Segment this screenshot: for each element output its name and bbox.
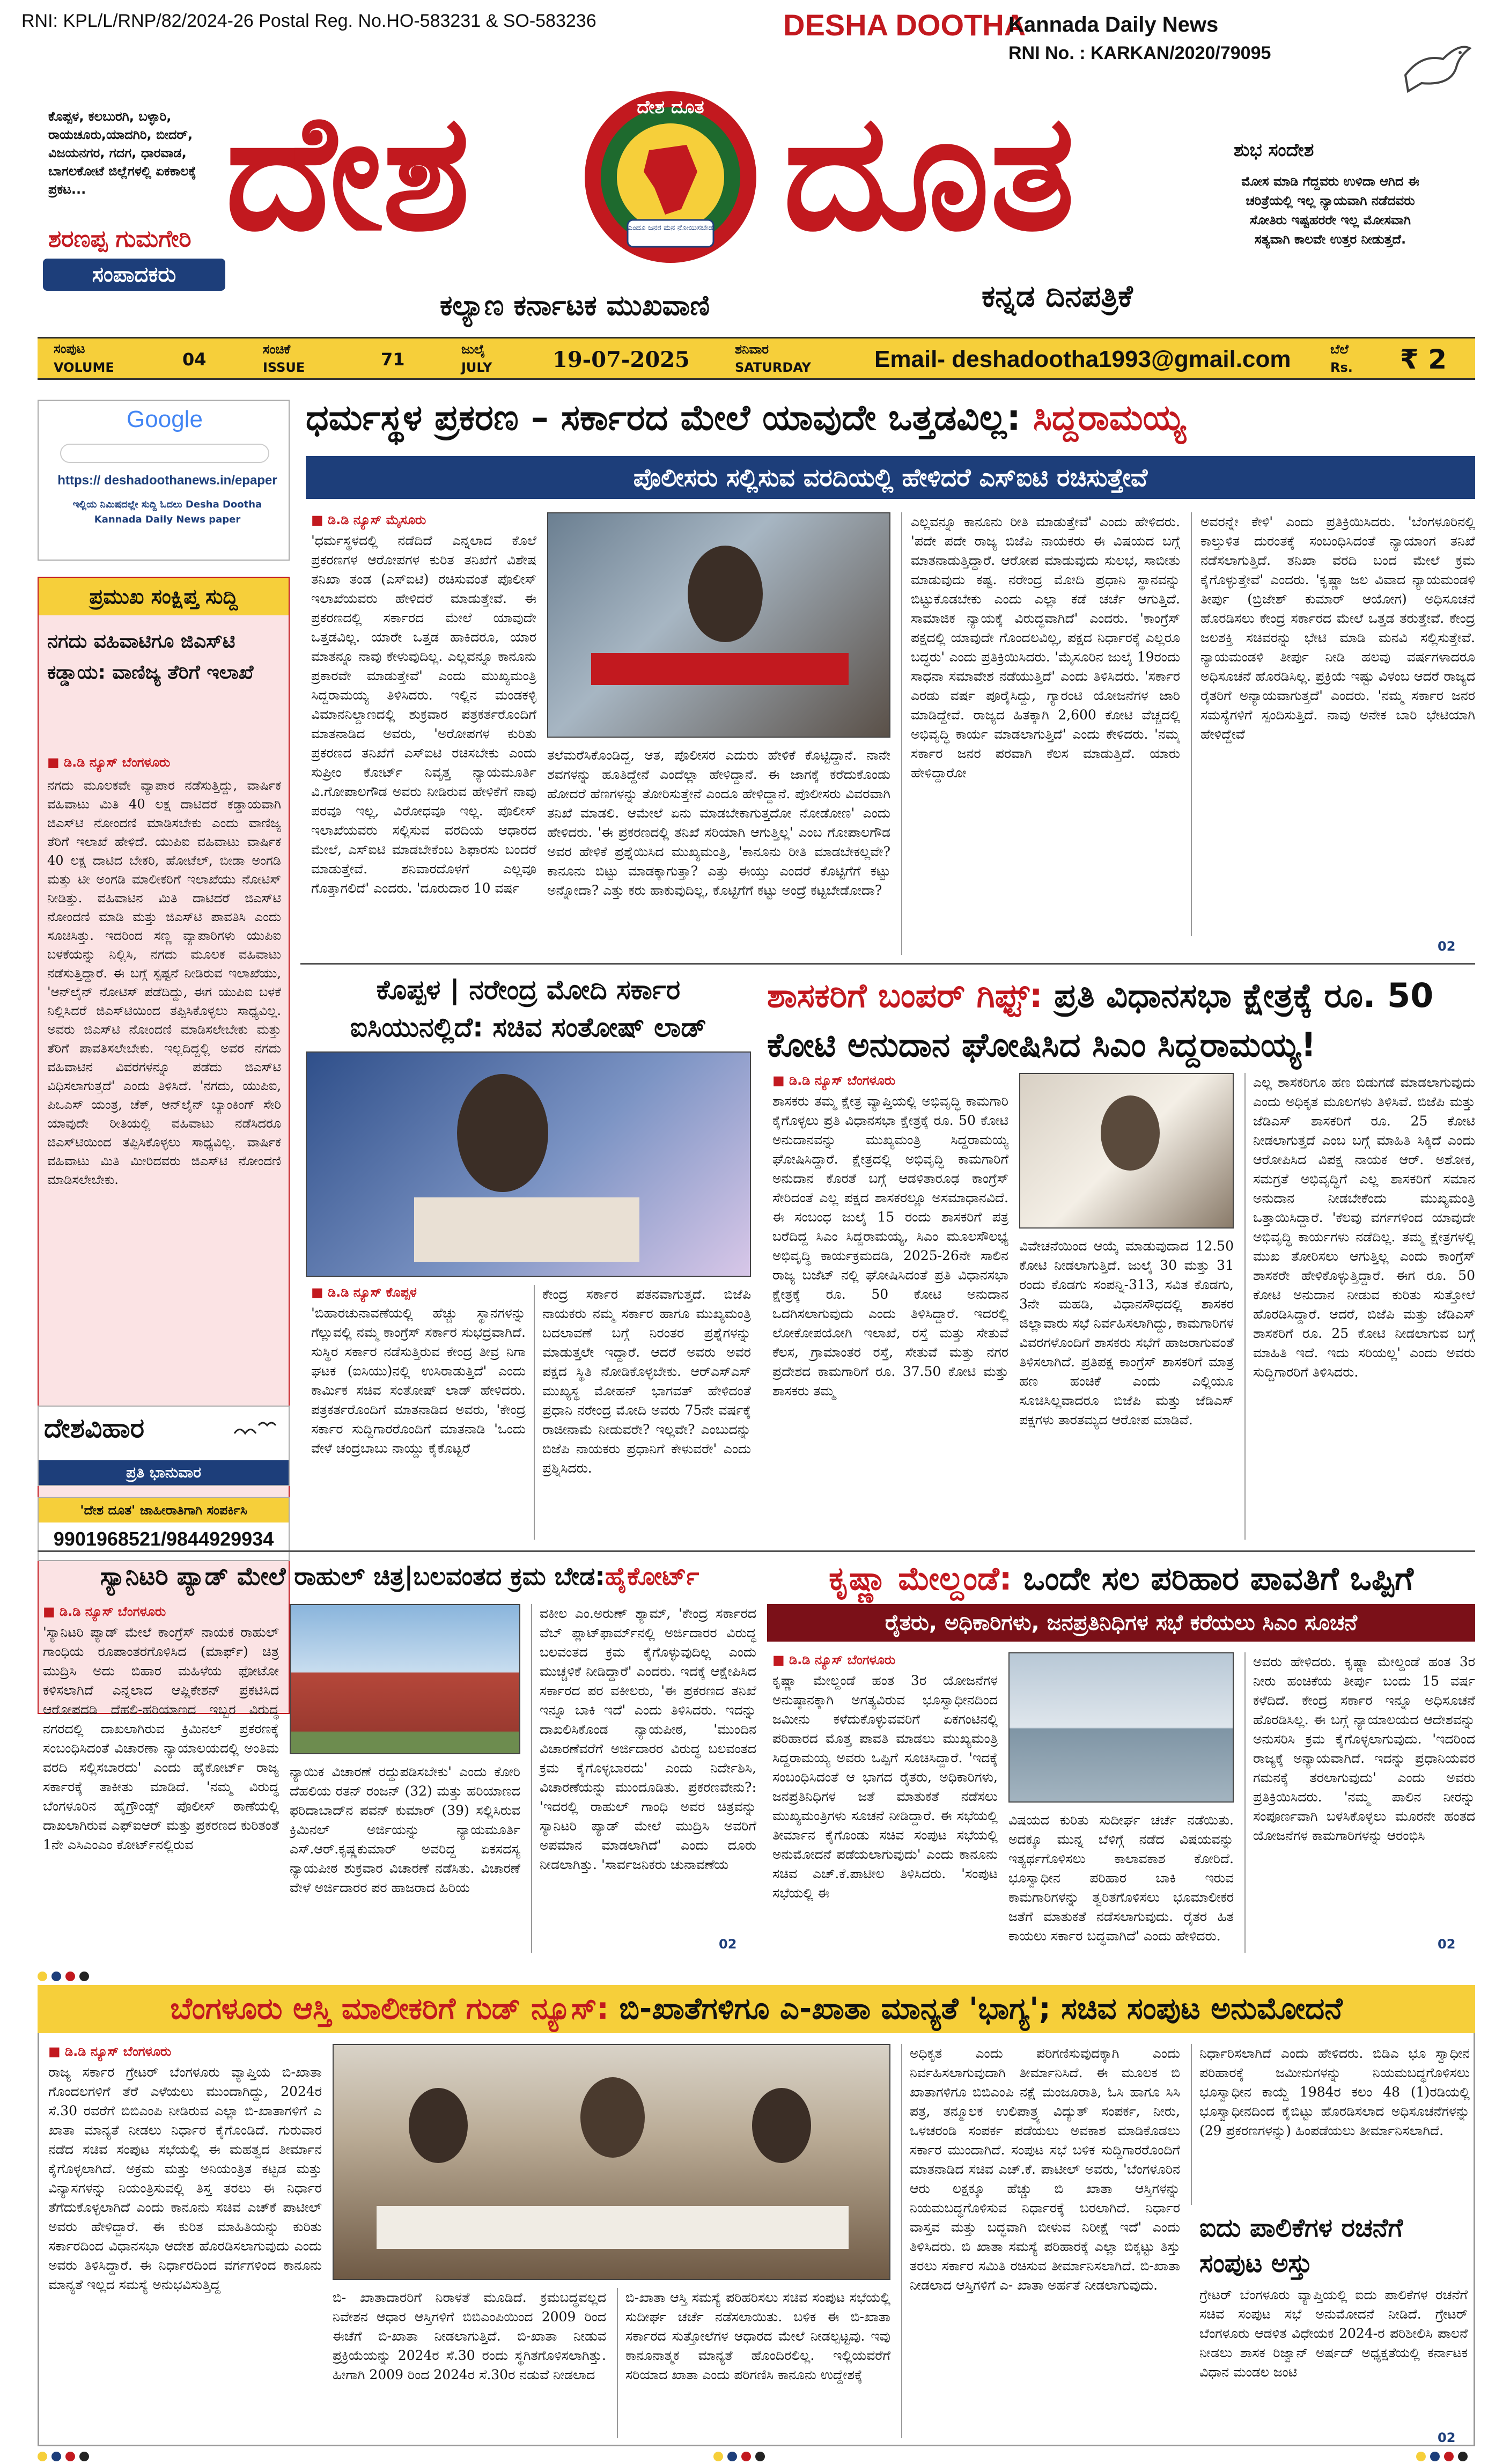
table-icon — [377, 2206, 849, 2249]
grant-photo — [1019, 1073, 1234, 1229]
high-court-photo — [290, 1604, 520, 1754]
volume-value: 04 — [182, 349, 207, 370]
tagline: ಕಲ್ಯಾಣ ಕರ್ನಾಟಕ ಮುಖವಾಣಿ — [440, 290, 710, 322]
lead-col-4: ಅವರನ್ನೇ ಕೇಳಿ' ಎಂದು ಪ್ರತಿಕ್ರಿಯಿಸಿದರು. 'ಬೆಂಗಳೂರಿನಲ್ಲಿ ಕಾಲ್ತುಳಿತ ದುರಂತಕ್ಕೆ ಸಂಬಂಧಿಸಿದಂತೆ ನ್ಯಾಯಾಂಗ ತನಿಖೆ ನಡೆಸಲಾಗುತ್ತಿದೆ. ತನಿಖಾ ವರದಿ ಬಂದ ಮೇಲೆ ಕ್ರಮ ಕೈಗೊಳ್ಳುತ್ತೇವೆ' ಎಂದರು. 'ಕೃಷ್ಣಾ ಜಲ ವಿವಾದ ನ್ಯಾಯಮಂಡಳಿ ತೀರ್ಪು (ಬ್ರಿಜೇಶ್ ಕುಮಾರ್ ಆಯೋಗ) ಅಧಿಸೂಚನೆ ಹೊರಡಿಸಲು ಕೇಂದ್ರ ಸರ್ಕಾರದ ಮೇಲೆ ಒತ್ತಡ ತರುತ್ತೇವೆ. ಕೇಂದ್ರ ಜಲಶಕ್ತಿ ಸಚಿವರನ್ನು ಭೇಟಿ ಮಾಡಿ ಮನವಿ ಸಲ್ಲಿಸುತ್ತೇವೆ. ನ್ಯಾಯಮಂಡಳಿ ತೀರ್ಪು ನೀಡಿ ಹಲವು ವರ್ಷಗಳಾದರೂ ಅಧಿಸೂಚನೆ ಹೊರಡಿಸಿಲ್ಲ. ಪ್ರಕ್ರಿಯೆ ಇಷ್ಟು ವಿಳಂಬ ಆದರೆ ರಾಜ್ಯದ ರೈತರಿಗೆ ಅನ್ಯಾಯವಾಗುತ್ತದೆ' ಎಂದರು. 'ನಮ್ಮ ಸರ್ಕಾರ ಜನರ ಸಮಸ್ಯೆಗಳಿಗೆ ಸ್ಪಂದಿಸುತ್ತಿದೆ. ನಾವು ಅನೇಕ ಬಾರಿ ಭೇಟಿಯಾಗಿ ಹೇಳಿದ್ದೇವೆ — [1191, 512, 1475, 936]
property-byline: ■ ಡಿ.ಡಿ ನ್ಯೂಸ್ ಬೆಂಗಳೂರು — [48, 2044, 172, 2059]
brief-body: ನಗದು ಮೂಲಕವೇ ವ್ಯಾಪಾರ ನಡೆಸುತ್ತಿದ್ದು, ವಾರ್ಷಿಕ ವಹಿವಾಟು ಮಿತಿ 40 ಲಕ್ಷ ದಾಟಿದರೆ ಕಡ್ಡಾಯವಾಗಿ ಜಿಎಸ್‌ಟಿ ನೋಂದಣಿ ಮಾಡಿಸಬೇಕು ಎಂದು ವಾಣಿಜ್ಯ ತೆರಿಗೆ ಇಲಾಖೆ ಹೇಳಿದೆ. ಯುಪಿಐ ವಹಿವಾಟು ವಾರ್ಷಿಕ 40 ಲಕ್ಷ ದಾಟಿದ ಬೇಕರಿ, ಹೋಟೆಲ್, ಬೀಡಾ ಅಂಗಡಿ ಮತ್ತು ಟೀ ಅಂಗಡಿ ಮಾಲೀಕರಿಗೆ ಇಲಾಖೆಯು ನೋಟಿಸ್ ನೀಡಿತ್ತು. ವಹಿವಾಟಿನ ಮಿತಿ ದಾಟಿದರೆ ಜಿಎಸ್‌ಟಿ ನೋಂದಣಿ ಮಾಡಿ ಮತ್ತು ಜಿಎಸ್‌ಟಿ ಪಾವತಿಸಿ ಎಂದು ಸೂಚಿಸಿತ್ತು. ಇದರಿಂದ ಸಣ್ಣ ವ್ಯಾಪಾರಿಗಳು ಯುಪಿಐ ಬಳಕೆಯನ್ನು ನಿಲ್ಲಿಸಿ, ನಗದು ಮೂಲಕ ವಹಿವಾಟು ನಡೆಸುತ್ತಿದ್ದಾರೆ. ಈ ಬಗ್ಗೆ ಸ್ಪಷ್ಟನೆ ನೀಡಿರುವ ಇಲಾಖೆಯು, 'ಆನ್‌ಲೈನ್ ನೋಟಿಸ್ ಪಡೆದಿದ್ದು, ಈಗ ಯುಪಿಐ ಬಳಕೆ ನಿಲ್ಲಿಸಿದರೆ ಜಿಎಸ್‌ಟಿಯಿಂದ ತಪ್ಪಿಸಿಕೊಳ್ಳಲು ಸಾಧ್ಯವಿಲ್ಲ. ಅವರು ಜಿಎಸ್‌ಟಿ ನೋಂದಣಿ ಮಾಡಿಸಲೇಬೇಕು ಮತ್ತು ತೆರಿಗೆ ಪಾವತಿಸಲೇಬೇಕು. ಇಲ್ಲದಿದ್ದಲ್ಲಿ ಅವರ ನಗದು ವಹಿವಾಟಿನ ವಿವರಗಳನ್ನೂ ಪಡೆದು ಜಿಎಸ್‌ಟಿ ವಿಧಿಸಲಾಗುತ್ತದೆ' ಎಂದು ತಿಳಿಸಿದೆ. 'ನಗದು, ಯುಪಿಐ, ಪಿಒಎಸ್ ಯಂತ್ರ, ಚೆಕ್, ಆನ್‌ಲೈನ್ ಬ್ಯಾಂಕಿಂಗ್ ಸೇರಿ ಯಾವುದೇ ರೀತಿಯಲ್ಲಿ ವಹಿವಾಟು ನಡೆಸಿದರೂ ಜಿಎಸ್‌ಟಿಯಿಂದ ತಪ್ಪಿಸಿಕೊಳ್ಳಲು ಸಾಧ್ಯವಿಲ್ಲ. ವಾರ್ಷಿಕ ವಹಿವಾಟು ಮಿತಿ ಮೀರಿದವರು ಜಿಎಸ್‌ಟಿ ನೋಂದಣಿ ಮಾಡಿಸಲೇಬೇಕು. — [47, 778, 281, 1187]
lead-headline — [306, 397, 1185, 439]
issue-date: 19-07-2025 — [553, 347, 690, 372]
rni-number: RNI No. : KARKAN/2020/79095 — [1008, 43, 1271, 63]
contact-phone[interactable]: 9901968521/9844929934 — [53, 1528, 274, 1550]
color-dots-bottom-left — [38, 2452, 93, 2463]
issue-label-kn: ಸಂಚಿಕೆ — [263, 342, 291, 357]
cm-portrait-icon — [1101, 1095, 1160, 1171]
search-bar-icon — [60, 444, 269, 463]
volume-label-kn: ಸಂಪುಟ — [54, 341, 85, 356]
brand-english: DESHA DOOTHA — [783, 8, 1026, 42]
person-icon — [688, 546, 763, 642]
koppal-col-2: ಕೇಂದ್ರ ಸರ್ಕಾರ ಪತನವಾಗುತ್ತದೆ. ಬಿಜೆಪಿ ನಾಯಕರು ನಮ್ಮ ಸರ್ಕಾರ ಹಾಗೂ ಮುಖ್ಯಮಂತ್ರಿ ಬದಲಾವಣೆ ಬಗ್ಗೆ ನಿರಂತರ ಪ್ರಶ್ನೆಗಳನ್ನು ಮಾಡುತ್ತಲೇ ಇದ್ದಾರೆ. ಆದರೆ ಅವರು ಅವರ ಪಕ್ಷದ ಸ್ಥಿತಿ ನೋಡಿಕೊಳ್ಳಬೇಕು. ಆರ್‌ಎಸ್‌ಎಸ್ ಮುಖ್ಯಸ್ಥ ಮೋಹನ್ ಭಾಗವತ್ ಹೇಳಿದಂತೆ ಪ್ರಧಾನಿ ನರೇಂದ್ರ ಮೋದಿ ಅವರು 75ನೇ ವರ್ಷಕ್ಕೆ ರಾಜೀನಾಮೆ ನೀಡುವರೇ? ಇಲ್ಲವೇ? ಎಂಬುದನ್ನು ಬಿಜೆಪಿ ನಾಯಕರು ಪ್ರಧಾನಿಗೆ ಕೇಳುವರೇ' ಎಂದು ಪ್ರಶ್ನಿಸಿದರು. — [534, 1285, 751, 1540]
podium-icon — [414, 1197, 639, 1262]
deshavihara-ad — [38, 1406, 290, 1486]
epaper-note: ಇಲ್ಲಿಯ ನಿಮಿಷದಲ್ಲೇ ಸುದ್ದಿ ಓದಲು Desha Dootha Kannada Daily News paper — [72, 499, 262, 525]
ad-name: ದೇಶವಿಹಾರ — [44, 1412, 145, 1444]
grant-col-3: ಎಲ್ಲ ಶಾಸಕರಿಗೂ ಹಣ ಬಿಡುಗಡೆ ಮಾಡಲಾಗುವುದು ಎಂದು ಅಧಿಕೃತ ಮೂಲಗಳು ತಿಳಿಸಿವೆ. ಬಿಜೆಪಿ ಮತ್ತು ಜೆಡಿಎಸ್ ಶಾಸಕರಿಗೆ ರೂ. 25 ಕೋಟಿ ನೀಡಲಾಗುತ್ತದೆ ಎಂಬ ಬಗ್ಗೆ ಮಾಹಿತಿ ಸಿಕ್ಕಿದೆ ಎಂದು ಆರೋಪಿಸಿದ ವಿಪಕ್ಷ ನಾಯಕ ಆರ್. ಅಶೋಕ, ಸಮಗ್ರತೆ ಅಭಿವೃದ್ಧಿಗೆ ಎಲ್ಲ ಶಾಸಕರಿಗೆ ಸಮಾನ ಅನುದಾನ ನೀಡಬೇಕೆಂದು ಮುಖ್ಯಮಂತ್ರಿ ಒತ್ತಾಯಿಸಿದ್ದಾರೆ. 'ಕೆಲವು ವರ್ಗಗಳಿಂದ ಯಾವುದೇ ಅಭಿವೃದ್ಧಿ ಕಾರ್ಯಗಳು ನಡೆದಿಲ್ಲ. ತಮ್ಮ ಕ್ಷೇತ್ರಗಳಲ್ಲಿ ಮುಖ ತೋರಿಸಲು ಆಗುತ್ತಿಲ್ಲ ಎಂದು ಕಾಂಗ್ರೆಸ್ ಶಾಸಕರೇ ಹೇಳಿಕೊಳ್ಳುತ್ತಿದ್ದಾರೆ. ಈಗ ರೂ. 50 ಕೋಟಿ ಅನುದಾನ ನೀಡುವ ಕುರಿತು ಸುತ್ತೋಲೆ ಹೊರಡಿಸಿದ್ದಾರೆ. ಆದರೆ, ಬಿಜೆಪಿ ಮತ್ತು ಜೆಡಿಎಸ್ ಶಾಸಕರಿಗೆ ರೂ. 25 ಕೋಟಿ ನೀಡಲಾಗುವ ಬಗ್ಗೆ ಮಾಹಿತಿ ಇದೆ. ಇದು ಸರಿಯಲ್ಲ' ಎಂದು ಅವರು ಸುದ್ದಿಗಾರರಿಗೆ ತಿಳಿಸಿದರು. — [1244, 1073, 1475, 1540]
kannada-daily-label: ಕನ್ನಡ ದಿನಪತ್ರಿಕೆ — [982, 279, 1133, 314]
emblem-logo — [579, 86, 762, 268]
grant-col-1: ಶಾಸಕರು ತಮ್ಮ ಕ್ಷೇತ್ರ ವ್ಯಾಪ್ತಿಯಲ್ಲಿ ಅಭಿವೃದ್ಧಿ ಕಾಮಗಾರಿ ಕೈಗೊಳ್ಳಲು ಪ್ರತಿ ವಿಧಾನಸಭಾ ಕ್ಷೇತ್ರಕ್ಕೆ ರೂ. 50 ಕೋಟಿ ಅನುದಾನವನ್ನು ಮುಖ್ಯಮಂತ್ರಿ ಸಿದ್ದರಾಮಯ್ಯ ಘೋಷಿಸಿದ್ದಾರೆ. ಕ್ಷೇತ್ರದಲ್ಲಿ ಅಭಿವೃದ್ಧಿ ಕಾಮಗಾರಿಗೆ ಅನುದಾನ ಕೊರತೆ ಬಗ್ಗೆ ಆಡಳಿತಾರೂಢ ಕಾಂಗ್ರೆಸ್ ಸೇರಿದಂತೆ ಎಲ್ಲ ಪಕ್ಷದ ಶಾಸಕರಲ್ಲೂ ಅಸಮಾಧಾನವಿದೆ. ಈ ಸಂಬಂಧ ಜುಲೈ 15 ರಂದು ಶಾಸಕರಿಗೆ ಪತ್ರ ಬರೆದಿದ್ದ ಸಿಎಂ ಸಿದ್ದರಾಮಯ್ಯ, ಸಿಎಂ ಮೂಲಸೌಲಭ್ಯ ಅಭಿವೃದ್ಧಿ ಕಾರ್ಯಕ್ರಮದಡಿ, 2025-26ನೇ ಸಾಲಿನ ರಾಜ್ಯ ಬಜೆಟ್ ನಲ್ಲಿ ಘೋಷಿಸಿದಂತೆ ಪ್ರತಿ ವಿಧಾನಸಭಾ ಕ್ಷೇತ್ರಕ್ಕೆ ರೂ. 50 ಕೋಟಿ ಅನುದಾನ ಒದಗಿಸಲಾಗುವುದು ಎಂದು ತಿಳಿಸಿದ್ದಾರೆ. ಇದರಲ್ಲಿ ಲೋಕೋಪಯೋಗಿ ಇಲಾಖೆ, ರಸ್ತೆ ಮತ್ತು ಸೇತುವೆ ಕೆಲಸ, ಗ್ರಾಮಾಂತರ ರಸ್ತೆ, ಸೇತುವೆ ಮತ್ತು ನಗರ ಪ್ರದೇಶದ ಕಾಮಗಾರಿಗೆ ರೂ. 37.50 ಕೋಟಿ ಮತ್ತು ಶಾಸಕರು ತಮ್ಮ — [772, 1093, 1008, 1399]
property-continued-tag: 02 — [1438, 2430, 1456, 2445]
price-label: Rs. — [1330, 360, 1353, 375]
krishna-continued-tag: 02 — [1438, 1937, 1456, 1952]
section-divider — [300, 963, 1475, 965]
lead-headline-name: ಸಿದ್ದರಾಮಯ್ಯ — [1033, 397, 1186, 438]
masthead-word-desha: ದೇಶ — [225, 77, 470, 266]
emblem-motto: ಎಂದೂ ಜನರ ಮನ ನೋಯಿಸಬೇಡ — [628, 224, 713, 232]
grant-headline-main: ಪ್ರತಿ ವಿಧಾನಸಭಾ ಕ್ಷೇತ್ರಕ್ಕೆ ರೂ. 50 ಕೋಟಿ ಅನುದಾನ ಘೋಷಿಸಿದ ಸಿಎಂ ಸಿದ್ದರಾಮಯ್ಯ! — [767, 976, 1434, 1064]
krishna-col-1: ಕೃಷ್ಣಾ ಮೇಲ್ದಂಡೆ ಹಂತ 3ರ ಯೋಜನೆಗಳ ಅನುಷ್ಠಾನಕ್ಕಾಗಿ ಅಗತ್ಯವಿರುವ ಭೂಸ್ವಾಧೀನದಿಂದ ಜಮೀನು ಕಳೆದುಕೊಳ್ಳುವವರಿಗೆ ಏಕಗಂಟಿನಲ್ಲಿ ಪರಿಹಾರದ ಮೊತ್ತ ಪಾವತಿ ಮಾಡಲು ಮುಖ್ಯಮಂತ್ರಿ ಸಿದ್ದರಾಮಯ್ಯ ಅವರು ಒಪ್ಪಿಗೆ ಸೂಚಿಸಿದ್ದಾರೆ. 'ಇದಕ್ಕೆ ಸಂಬಂಧಿಸಿದಂತೆ ಆ ಭಾಗದ ರೈತರು, ಅಧಿಕಾರಿಗಳು, ಜನಪ್ರತಿನಿಧಿಗಳ ಜತೆ ಮಾತುಕತೆ ನಡೆಸಲು ಮುಖ್ಯಮಂತ್ರಿಗಳು ಸೂಚನೆ ನೀಡಿದ್ದಾರೆ. ಈ ಸಭೆಯಲ್ಲಿ ತೀರ್ಮಾನ ಕೈಗೊಂಡು ಸಚಿವ ಸಂಪುಟ ಸಭೆಯಲ್ಲಿ ಅನುಮೋದನೆ ಪಡೆಯಲಾಗುವುದು' ಎಂದು ಕಾನೂನು ಸಚಿವ ಎಚ್.ಕೆ.ಪಾಟೀಲ ತಿಳಿಸಿದರು. 'ಸಂಪುಟ ಸಭೆಯಲ್ಲಿ ಈ — [772, 1673, 998, 1901]
month-en: JULY — [461, 360, 492, 375]
property-col-1: ರಾಜ್ಯ ಸರ್ಕಾರ ಗ್ರೇಟರ್ ಬೆಂಗಳೂರು ವ್ಯಾಪ್ತಿಯ ಬಿ-ಖಾತಾ ಗೊಂದಲಗಳಿಗೆ ತೆರೆ ಎಳೆಯಲು ಮುಂದಾಗಿದ್ದು, 2024ರ ಸೆ.30 ರವರೆಗೆ ಬಿಬಿಎಂಪಿ ನೀಡಿರುವ ಎಲ್ಲಾ ಬಿ-ಖಾತಾಗಳಿಗೆ ಎ ಖಾತಾ ಮಾನ್ಯತೆ ನೀಡಲು ನಿರ್ಧಾರ ಕೈಗೊಂಡಿದೆ. ಗುರುವಾರ ನಡೆದ ಸಚಿವ ಸಂಪುಟ ಸಭೆಯಲ್ಲಿ ಈ ಮಹತ್ವದ ತೀರ್ಮಾನ ಕೈಗೊಳ್ಳಲಾಗಿದೆ. ಅಕ್ರಮ ಮತ್ತು ಅನಿಯಂತ್ರಿತ ಕಟ್ಟಡ ಮತ್ತು ವಿನ್ಯಾಸಗಳನ್ನು ನಿಯಂತ್ರಿಸುವಲ್ಲಿ ತಿಸ್ತ ತರಲು ಈ ನಿರ್ಧಾರ ತೆಗೆದುಕೊಳ್ಳಲಾಗಿದೆ ಎಂದು ಕಾನೂನು ಸಚಿವ ಎಚ್‌ಕೆ ಪಾಟೀಲ್ ಅವರು ಹೇಳಿದ್ದಾರೆ. ಈ ಕುರಿತ ಮಾಹಿತಿಯನ್ನು ಕುರಿತು ಸರ್ಕಾರದಿಂದ ವಿಧಾನಸಭಾ ಆದೇಶ ಹೊರಡಿಸಲಾಗುವುದು ಎಂದು ಅವರು ತಿಳಿಸಿದ್ದಾರೆ. ಈ ನಿರ್ಧಾರದಿಂದ ವರ್ಗಗಳಿಂದ ಕಾನೂನು ಮಾನ್ಯತೆ ಇಲ್ಲದ ಸಮಸ್ಯೆ ಅನುಭವಿಸುತ್ತಿದ್ದ — [48, 2064, 322, 2292]
masthead-title-right — [783, 77, 1076, 266]
dove-icon — [1400, 38, 1475, 97]
editor-name: ಶರಣಪ್ಪ ಗುಮಗೇರಿ — [48, 225, 191, 253]
epaper-url[interactable]: https:// deshadoothanews.in/epaper — [57, 473, 277, 488]
price-label-kn: ಬೆಲೆ — [1330, 342, 1349, 357]
color-dots-bottom-center — [713, 2452, 769, 2463]
krishna-headline-main: ಒಂದೇ ಸಲ ಪರಿಹಾರ ಪಾವತಿಗೆ ಒಪ್ಪಿಗೆ — [1023, 1560, 1413, 1598]
sanitary-col-3: ವಕೀಲ ಎಂ.ಅರುಣ್ ಶ್ಯಾಮ್, 'ಕೇಂದ್ರ ಸರ್ಕಾರದ ವೆಬ್ ಪ್ಲಾಟ್‌ಫಾರ್ಮ್‌ನಲ್ಲಿ ಅರ್ಜಿದಾರರ ವಿರುದ್ಧ ಬಲವಂತದ ಕ್ರಮ ಕೈಗೊಳ್ಳುವುದಿಲ್ಲ ಎಂದು ಮುಚ್ಚಳಿಕೆ ನೀಡಿದ್ದಾರೆ' ಎಂದರು. ಇದಕ್ಕೆ ಆಕ್ಷೇಪಿಸಿದ ಸರ್ಕಾರದ ಪರ ವಕೀಲರು, 'ಈ ಪ್ರಕರಣದ ತನಿಖೆ ಇನ್ನೂ ಬಾಕಿ ಇದೆ' ಎಂದು ತಿಳಿಸಿದರು. ಇದನ್ನು ದಾಖಲಿಸಿಕೊಂಡ ನ್ಯಾಯಪೀಠ, 'ಮುಂದಿನ ವಿಚಾರಣೆವರೆಗೆ ಅರ್ಜಿದಾರರ ವಿರುದ್ಧ ಬಲವಂತದ ಕ್ರಮ ಕೈಗೊಳ್ಳಬಾರದು' ಎಂದು ನಿರ್ದೇಶಿಸಿ, ವಿಚಾರಣೆಯನ್ನು ಮುಂದೂಡಿತು. ಪ್ರಕರಣವೇನು?: 'ಇದರಲ್ಲಿ ರಾಹುಲ್ ಗಾಂಧಿ ಅವರ ಚಿತ್ರವನ್ನು ಸ್ಯಾನಿಟರಿ ಪ್ಯಾಡ್ ಮೇಲೆ ಮುದ್ರಿಸಿ ಅವರಿಗೆ ಅಪಮಾನ ಮಾಡಲಾಗಿದೆ' ಎಂದು ದೂರು ನೀಡಲಾಗಿತ್ತು. 'ಸಾರ್ವಜನಿಕರು ಚುನಾವಣೆಯ — [531, 1604, 756, 1953]
color-dots-bottom-right — [1416, 2452, 1472, 2463]
sanitary-col-2: ನ್ಯಾಯಿಕ ವಿಚಾರಣೆ ರದ್ದುಪಡಿಸಬೇಕು' ಎಂದು ಕೋರಿ ದೆಹಲಿಯ ರತನ್ ರಂಜನ್ (32) ಮತ್ತು ಹರಿಯಾಣದ ಫರಿದಾಬಾದ್‌ನ ಪವನ್ ಕುಮಾರ್ (39) ಸಲ್ಲಿಸಿರುವ ಕ್ರಿಮಿನಲ್ ಅರ್ಜಿಯನ್ನು ನ್ಯಾಯಮೂರ್ತಿ ಎಸ್.ಆರ್.ಕೃಷ್ಣಕುಮಾರ್ ಅವರಿದ್ದ ಏಕಸದಸ್ಯ ನ್ಯಾಯಪೀಠ ಶುಕ್ರವಾರ ವಿಚಾರಣೆ ನಡೆಸಿತು. ವಿಚಾರಣೆ ವೇಳೆ ಅರ್ಜಿದಾರರ ಪರ ಹಾಜರಾದ ಹಿರಿಯ — [290, 1764, 520, 1895]
issue-value: 71 — [381, 349, 405, 370]
contact-label: 'ದೇಶ ದೂತ' ಜಾಹೀರಾತಿಗಾಗಿ ಸಂಪರ್ಕಿಸಿ — [39, 1498, 289, 1522]
issue-label: ISSUE — [263, 360, 305, 375]
person-icon — [752, 2088, 811, 2163]
grant-headline — [767, 971, 1475, 1070]
property-headline-main: ಬಿ-ಖಾತೆಗಳಿಗೂ ಎ-ಖಾತಾ ಮಾನ್ಯತೆ 'ಭಾಗ್ಯ'; ಸಚಿವ ಸಂಪುಟ ಅನುಮೋದನೆ — [619, 1991, 1343, 2026]
masthead-word-dootha: ದೂತ — [783, 77, 1076, 266]
grant-col-2: ವಿವೇಚನೆಯಿಂದ ಆಯ್ಕೆ ಮಾಡುವುದಾದ 12.50 ಕೋಟಿ ನೀಡಲಾಗುತ್ತಿದೆ. ಜುಲೈ 30 ಮತ್ತು 31 ರಂದು ಕೊಡಗು ಸಂಪನ್ನಿ-313, ಸವಿತ ಕೊಡಗು, 3ನೇ ಮಹಡಿ, ವಿಧಾನಸೌಧದಲ್ಲಿ ಶಾಸಕರ ಜಿಲ್ಲಾವಾರು ಸಭೆ ನಿರ್ವಹಿಸಲಾಗಿದ್ದು, ಕಾಮಗಾರಿಗಳ ವಿವರಗಳೊಂದಿಗೆ ಶಾಸಕರು ಸಭೆಗೆ ಹಾಜರಾಗುವಂತೆ ತಿಳಿಸಲಾಗಿದೆ. ಪ್ರತಿಪಕ್ಷ ಕಾಂಗ್ರೆಸ್ ಶಾಸಕರಿಗೆ ಮಾತ್ರ ಹಣ ಹಂಚಿಕೆ ಎಂದು ಎಲ್ಲಿಯೂ ಸೂಚಿಸಿಲ್ಲವಾದರೂ ಬಿಜೆಪಿ ಮತ್ತು ಜೆಡಿಎಸ್ ಪಕ್ಷಗಳು ತಾರತಮ್ಯದ ಆರೋಪ ಮಾಡಿವೆ. — [1019, 1238, 1234, 1428]
person-icon — [409, 2088, 468, 2163]
krishna-headline-lead: ಕೃಷ್ಣಾ ಮೇಲ್ದಂಡೆ: — [829, 1560, 1012, 1598]
lead-col-3: ಎಲ್ಲವನ್ನೂ ಕಾನೂನು ರೀತಿ ಮಾಡುತ್ತೇವೆ' ಎಂದು ಹೇಳಿದರು. 'ಪದೇ ಪದೇ ರಾಜ್ಯ ಬಿಜೆಪಿ ನಾಯಕರು ಈ ವಿಷಯದ ಬಗ್ಗೆ ಮಾತನಾಡುತ್ತಿದ್ದಾರೆ. ಆರೋಪ ಮಾಡುವುದು ಸುಲಭ, ಸಾಬೀತು ಮಾಡುವುದು ಕಷ್ಟ. ನರೇಂದ್ರ ಮೋದಿ ಪ್ರಧಾನಿ ಸ್ಥಾನವನ್ನು ಬಿಟ್ಟುಕೊಡಬೇಕು ಎಂದು ಎಲ್ಲಾ ಕಡೆ ಚರ್ಚೆ ಆಗುತ್ತಿದೆ. ಸಾಮಾಜಿಕ ನ್ಯಾಯಕ್ಕೆ ವಿರುದ್ಧವಾಗಿದೆ' ಎಂದರು. 'ಕಾಂಗ್ರೆಸ್ ಪಕ್ಷದಲ್ಲಿ ಯಾವುದೇ ಗೊಂದಲವಿಲ್ಲ, ಪಕ್ಷದ ನಿರ್ಧಾರಕ್ಕೆ ಎಲ್ಲರೂ ಬದ್ಧರು' ಎಂದು ಪ್ರತಿಕ್ರಿಯಿಸಿದರು. 'ಮೈಸೂರಿನ ಜುಲೈ 19ರಂದು ಸಾಧನಾ ಸಮಾವೇಶ ನಡೆಯುತ್ತಿದೆ' ಎಂದು ತಿಳಿಸಿದರು. 'ಸರ್ಕಾರ ಎರಡು ವರ್ಷ ಪೂರೈಸಿದ್ದು, ಗ್ಯಾರಂಟಿ ಯೋಜನೆಗಳ ಜಾರಿ ಮಾಡಿದ್ದೇವೆ. ರಾಜ್ಯದ ಹಿತಕ್ಕಾಗಿ 2,600 ಕೋಟಿ ವೆಚ್ಚದಲ್ಲಿ ಅಭಿವೃದ್ಧಿ ಕಾರ್ಯ ಮಾಡಲಾಗುತ್ತಿದೆ' ಎಂದು ಕೇಳಿದರು. 'ನಮ್ಮ ಸರ್ಕಾರ ಜನರ ಪರವಾಗಿ ಕೆಲಸ ಮಾಡುತ್ತಿದೆ. ಯಾರು ಹೇಳಿದ್ದಾರೋ — [901, 512, 1180, 955]
rni-line: RNI: KPL/L/RNP/82/2024-26 Postal Reg. No.HO-583231 & SO-583236 — [21, 11, 596, 31]
property-col-2: ಬಿ- ಖಾತಾದಾರರಿಗೆ ನಿರಾಳತೆ ಮೂಡಿದೆ. ಕ್ರಮಬದ್ಧವಲ್ಲದ ನಿವೇಶನ ಆಧಾರ ಆಸ್ತಿಗಳಿಗೆ ಬಿಬಿಎಂಪಿಯಿಂದ 2009 ರಿಂದ ಈಚೆಗೆ ಬಿ-ಖಾತಾ ನೀಡಲಾಗುತ್ತಿದೆ. ಬಿ-ಖಾತಾ ನೀಡುವ ಪ್ರಕ್ರಿಯೆಯನ್ನು 2024ರ ಸೆ.30 ರಂದು ಸ್ಥಗಿತಗೊಳಿಸಲಾಗಿತ್ತು. ಹೀಗಾಗಿ 2009 ರಿಂದ 2024ರ ಸೆ.30ರ ನಡುವೆ ನೀಡಲಾದ — [333, 2290, 606, 2382]
krishna-subhead: ರೈತರು, ಅಧಿಕಾರಿಗಳು, ಜನಪ್ರತಿನಿಧಿಗಳ ಸಭೆ ಕರೆಯಲು ಸಿಎಂ ಸೂಚನೆ — [767, 1604, 1475, 1642]
grant-headline-lead: ಶಾಸಕರಿಗೆ ಬಂಪರ್ ಗಿಫ್ಟ್: — [767, 976, 1043, 1015]
editor-title-badge: ಸಂಪಾದಕರು — [43, 259, 225, 291]
krishna-col-3: ಅವರು ಹೇಳಿದರು. ಕೃಷ್ಣಾ ಮೇಲ್ದಂಡೆ ಹಂತ 3ರ ನೀರು ಹಂಚಿಕೆಯ ತೀರ್ಪು ಬಂದು 15 ವರ್ಷ ಕಳೆದಿದೆ. ಕೇಂದ್ರ ಸರ್ಕಾರ ಇನ್ನೂ ಅಧಿಸೂಚನೆ ಹೊರಡಿಸಿಲ್ಲ. ಈ ಬಗ್ಗೆ ನ್ಯಾಯಾಲಯದ ಆದೇಶವನ್ನು ಅನುಸರಿಸಿ ಕ್ರಮ ಕೈಗೊಳ್ಳಲಾಗುವುದು. 'ಇದರಿಂದ ರಾಜ್ಯಕ್ಕೆ ಅನ್ಯಾಯವಾಗಿದೆ. ಇದನ್ನು ಪ್ರಧಾನಿಯವರ ಗಮನಕ್ಕೆ ತರಲಾಗುವುದು' ಎಂದು ಅವರು ಪ್ರತಿಕ್ರಿಯಿಸಿದರು. 'ನಮ್ಮ ಪಾಲಿನ ನೀರನ್ನು ಸಂಪೂರ್ಣವಾಗಿ ಬಳಸಿಕೊಳ್ಳಲು ಮೂರನೇ ಹಂತದ ಯೋಜನೆಗಳ ಕಾಮಗಾರಿಗಳನ್ನು ಆರಂಭಿಸಿ — [1244, 1652, 1475, 1953]
sanitary-byline: ■ ಡಿ.ಡಿ ನ್ಯೂಸ್ ಬೆಂಗಳೂರು — [43, 1604, 166, 1619]
koppal-headline: ಕೊಪ್ಪಳ | ನರೇಂದ್ರ ಮೋದಿ ಸರ್ಕಾರ ಐಸಿಯುನಲ್ಲಿದೆ: ಸಚಿವ ಸಂತೋಷ್ ಲಾಡ್ — [350, 974, 707, 1043]
info-bar — [38, 337, 1475, 380]
koppal-col-1: 'ಬಿಹಾರಚುನಾವಣೆಯಲ್ಲಿ ಹೆಚ್ಚು ಸ್ಥಾನಗಳನ್ನು ಗೆಲ್ಲುವಲ್ಲಿ ನಮ್ಮ ಕಾಂಗ್ರೆಸ್ ಸರ್ಕಾರ ಸುಭದ್ರವಾಗಿದೆ. ಸುಸ್ಥಿರ ಸರ್ಕಾರ ನಡೆಸುತ್ತಿರುವ ಕೇಂದ್ರ ತೀವ್ರ ನಿಗಾ ಘಟಕ (ಐಸಿಯು)ನಲ್ಲಿ ಉಸಿರಾಡುತ್ತಿದೆ' ಎಂದು ಕಾರ್ಮಿಕ ಸಚಿವ ಸಂತೋಷ್ ಲಾಡ್ ಹೇಳಿದರು. ಪತ್ರಕರ್ತರೊಂದಿಗೆ ಮಾತನಾಡಿದ ಅವರು, 'ಕೇಂದ್ರ ಸರ್ಕಾರ ಸುದ್ದಿಗಾರರೊಂದಿಗೆ ಮಾತನಾಡಿ 'ಒಂದು ವೇಳೆ ಚಂದ್ರಬಾಬು ನಾಯ್ಡು ಕೈಕೊಟ್ಟರೆ — [311, 1305, 526, 1456]
krishna-byline: ■ ಡಿ.ಡಿ ನ್ಯೂಸ್ ಬೆಂಗಳೂರು — [772, 1652, 896, 1667]
brand-subtitle: Kannada Daily News — [1008, 13, 1219, 36]
lead-headline-main: ಧರ್ಮಸ್ಥಳ ಪ್ರಕರಣ – ಸರ್ಕಾರದ ಮೇಲೆ ಯಾವುದೇ ಒತ್ತಡವಿಲ್ಲ: — [306, 397, 1021, 438]
brief-headline: ನಗದು ವಹಿವಾಟಿಗೂ ಜಿಎಸ್‌ಟಿ ಕಡ್ಡಾಯ: ವಾಣಿಜ್ಯ ತೆರಿಗೆ ಇಲಾಖೆ — [47, 630, 254, 683]
cabinet-meeting-photo — [333, 2044, 890, 2280]
sanitary-col-1: 'ಸ್ಯಾನಿಟರಿ ಪ್ಯಾಡ್ ಮೇಲೆ ಕಾಂಗ್ರೆಸ್ ನಾಯಕ ರಾಹುಲ್ ಗಾಂಧಿಯ ರೂಪಾಂತರಗೊಳಿಸಿದ (ಮಾರ್ಫ್) ಚಿತ್ರ ಮುದ್ರಿಸಿ ಅದು ಬಿಹಾರ ಮಹಿಳೆಯ ಫೋಟೋ ಕಳಿಸಲಾಗಿದೆ ಎನ್ನಲಾದ ಆಪ್ಲಿಕೇಶನ್ ಪ್ರಕಟಿಸಿದ ಆರೋಪದಡಿ ದೆಹಲಿ-ಹರಿಯಾಣದ ಇಬ್ಬರ ವಿರುದ್ಧ ನಗರದಲ್ಲಿ ದಾಖಲಾಗಿರುವ ಕ್ರಿಮಿನಲ್ ಪ್ರಕರಣಕ್ಕೆ ಸಂಬಂಧಿಸಿದಂತೆ ವಿಚಾರಣಾ ನ್ಯಾಯಾಲಯದಲ್ಲಿ ಅಂತಿಮ ವರದಿ ಸಲ್ಲಿಸಬಾರದು' ಎಂದು ಹೈಕೋರ್ಟ್ ರಾಜ್ಯ ಸರ್ಕಾರಕ್ಕೆ ತಾಕೀತು ಮಾಡಿದೆ. 'ನಮ್ಮ ವಿರುದ್ಧ ಬೆಂಗಳೂರಿನ ಹೈಗ್ರೌಂಡ್ಸ್ ಪೊಲೀಸ್ ಠಾಣೆಯಲ್ಲಿ ದಾಖಲಾಗಿರುವ ಎಫ್‌ಐಆರ್ ಮತ್ತು ಪ್ರಕರಣದ ಕುರಿತಂತೆ 1ನೇ ಎಸಿಎಂಎಂ ಕೋರ್ಟ್‌ನಲ್ಲಿರುವ — [43, 1624, 279, 1852]
masthead-title-left — [225, 77, 470, 266]
lead-col-2: ತಲೆಮರೆಸಿಕೊಂಡಿದ್ದ, ಆತ, ಪೊಲೀಸರ ಎದುರು ಹೇಳಿಕೆ ಕೊಟ್ಟಿದ್ದಾನೆ. ನಾನೇ ಶವಗಳನ್ನು ಹೂತಿದ್ದೇನೆ ಎಂದೆಲ್ಲಾ ಹೇಳಿದ್ದಾನೆ. ಈ ಜಾಗಕ್ಕೆ ಕರೆದುಕೊಂಡು ಹೋದರೆ ಹೆಣಗಳನ್ನು ತೋರಿಸುತ್ತೇನೆ ಎಂದೂ ಹೇಳಿದ್ದಾನೆ. ಪೊಲೀಸರು ವಿವರವಾಗಿ ತನಿಖೆ ಮಾಡಲಿ. ಆಮೇಲೆ ಏನು ಮಾಡಬೇಕಾಗುತ್ತದೋ ನೋಡೋಣ' ಎಂದು ಹೇಳಿದರು. 'ಈ ಪ್ರಕರಣದಲ್ಲಿ ತನಿಖೆ ಸರಿಯಾಗಿ ಆಗುತ್ತಿಲ್ಲ' ಎಂಬ ಗೋಪಾಲಗೌಡ ಅವರ ಹೇಳಿಕೆ ಪ್ರಶ್ನೆಯಿಸಿದ ಮುಖ್ಯಮಂತ್ರಿ, 'ಕಾನೂನು ರೀತಿ ಮಾಡಬೇಕಲ್ಲವೇ? ಕಾನೂನು ಬಿಟ್ಟು ಮಾಡಕ್ಕಾಗುತ್ತಾ? ಎತ್ತು ಈಯ್ತು ಎಂದರೆ ಕೊಟ್ಟಿಗೆಗೆ ಕಟ್ಟು ಅನ್ನೋದಾ? ಎತ್ತು ಕರು ಹಾಕುವುದಿಲ್ಲ, ಕೊಟ್ಟಿಗೆಗೆ ಕಟ್ಟು ಅಂದ್ರೆ ಕಟ್ಟಬೇಡೋದಾ? — [547, 747, 890, 898]
sanitary-headline-main: ಸ್ಯಾನಿಟರಿ ಪ್ಯಾಡ್ ಮೇಲೆ ರಾಹುಲ್ ಚಿತ್ರ|ಬಲವಂತದ ಕ್ರಮ ಬೇಡ: — [100, 1562, 605, 1591]
month-kn: ಜುಲೈ — [461, 342, 485, 357]
sanitary-headline-court: ಹೈಕೋರ್ಟ್ — [605, 1562, 699, 1591]
koppal-photo — [306, 1051, 751, 1277]
krishna-headline — [767, 1558, 1475, 1599]
krishna-col-2: ವಿಷಯದ ಕುರಿತು ಸುದೀರ್ಘ ಚರ್ಚೆ ನಡೆಯಿತು. ಅದಕ್ಕೂ ಮುನ್ನ ಬೆಳಿಗ್ಗೆ ನಡೆದ ವಿಷಯವನ್ನು ಇತ್ಯರ್ಥಗೊಳಿಸಲು ಕಾಲಾವಕಾಶ ಕೋರಿದೆ. ಭೂಸ್ವಾಧೀನ ಪರಿಹಾರ ಬಾಕಿ ಇರುವ ಕಾಮಗಾರಿಗಳನ್ನು ತ್ವರಿತಗೊಳಿಸಲು ಭೂಮಾಲೀಕರ ಜತೆಗೆ ಮಾತುಕತೆ ನಡೆಸಲಾಗುವುದು. ರೈತರ ಹಿತ ಕಾಯಲು ಸರ್ಕಾರ ಬದ್ಧವಾಗಿದೆ' ಎಂದು ಹೇಳಿದರು. — [1008, 1812, 1234, 1944]
day-en: SATURDAY — [735, 360, 811, 375]
color-dots-left — [38, 1972, 93, 1983]
ad-subtitle: ಪ್ರತಿ ಭಾನುವಾರ — [39, 1460, 289, 1485]
shubha-text: ಮೋಸ ಮಾಡಿ ಗೆದ್ದವರು ಉಳಿದಾ ಆಗಿದ ಈ ಚರಿತ್ರೆಯಲ್ಲಿ ಇಲ್ಲ ನ್ಯಾಯವಾಗಿ ನಡೆದವರು ಸೋತಿರು ಇಷ್ಟಹರರೇ ಇಲ್ಲ ಮೋಸವಾಗಿ ಸತ್ಯವಾಗಿ ಕಾಲವೇ ಉತ್ತರ ನೀಡುತ್ತದೆ. — [1241, 174, 1419, 247]
lead-continued-tag: 02 — [1438, 939, 1456, 954]
google-logo: Google — [127, 406, 203, 432]
dam-photo — [1008, 1652, 1234, 1803]
brief-title: ಪ್ರಮುಖ ಸಂಕ್ಷಿಪ್ತ ಸುದ್ದಿ — [39, 578, 289, 615]
brief-byline: ■ ಡಿ.ಡಿ ನ್ಯೂಸ್ ಬೆಂಗಳೂರು — [47, 755, 171, 770]
lead-photo — [547, 512, 890, 738]
speaker-icon — [457, 1074, 548, 1192]
property-col-5: ನಿರ್ಧಾರಿಸಲಾಗಿದೆ ಎಂದು ಹೇಳಿದರು. ಬಿಡಿಎ ಭೂ ಸ್ವಾಧೀನ ಪರಿಹಾರಕ್ಕೆ ಜಮೀನುಗಳನ್ನು ನಿಯಮಬದ್ಧಗೊಳಿಸಲು ಭೂಸ್ವಾಧೀನ ಕಾಯ್ದೆ 1984ರ ಕಲಂ 48 (1)ರಡಿಯಲ್ಲಿ ಭೂಸ್ವಾಧೀನದಿಂದ ಕೈಬಿಟ್ಟು ಹೊರಡಿಸಲಾದ ಅಧಿಸೂಚನೆಗಳನ್ನು (29 ಪ್ರಕರಣಗಳನ್ನು) ಹಿಂಪಡೆಯಲು ತೀರ್ಮಾನಿಸಲಾಗಿದೆ. — [1191, 2044, 1470, 2205]
sanitary-headline — [43, 1558, 756, 1594]
property-col-5b: ಗ್ರೇಟರ್ ಬೆಂಗಳೂರು ವ್ಯಾಪ್ತಿಯಲ್ಲಿ ಐದು ಪಾಲಿಕೆಗಳ ರಚನೆಗೆ ಸಚಿವ ಸಂಪುಟ ಸಭೆ ಅನುಮೋದನೆ ನೀಡಿದೆ. ಗ್ರೇಟರ್ ಬೆಂಗಳೂರು ಆಡಳಿತ ವಿಧೇಯಕ 2024-ರ ಪರಿಶೀಲಿಸಿ ಪಾಲನೆ ನೀಡಲು ಶಾಸಕ ರಿಜ್ವಾನ್ ಅರ್ಷದ್ ಅಧ್ಯಕ್ಷತೆಯಲ್ಲಿ ಕರ್ನಾಟಕ ವಿಧಾನ ಮಂಡಲ ಜಂಟಿ — [1199, 2287, 1468, 2380]
emblem-text: ದೇಶ ದೂತ — [637, 97, 704, 118]
microphones-icon — [591, 653, 849, 685]
section-divider-2 — [38, 1550, 1475, 1552]
sanitary-continued-tag: 02 — [719, 1937, 737, 1952]
koppal-byline: ■ ಡಿ.ಡಿ ನ್ಯೂಸ್ ಕೊಪ್ಪಳ — [311, 1285, 417, 1300]
email-address: Email- deshadootha1993@gmail.com — [874, 346, 1291, 372]
property-sub-headline: ಐದು ಪಾಲಿಕೆಗಳ ರಚನೆಗೆ ಸಂಪುಟ ಅಸ್ತು — [1199, 2213, 1403, 2278]
regions-text: ಕೊಪ್ಪಳ, ಕಲಬುರಗಿ, ಬಳ್ಳಾರಿ, ರಾಯಚೂರು,ಯಾದಗಿರಿ, ಬೀದರ್, ವಿಜಯನಗರ, ಗದಗ, ಧಾರವಾಡ, ಬಾಗಲಕೋಟೆ ಜಿಲ್ಲೆಗಳಲ್ಲಿ ಏಕಕಾಲಕ್ಕೆ ಪ್ರಕಟ... — [48, 109, 196, 197]
property-headline — [38, 1985, 1475, 2033]
grant-byline: ■ ಡಿ.ಡಿ ನ್ಯೂಸ್ ಬೆಂಗಳೂರು — [772, 1073, 896, 1088]
epaper-box[interactable] — [38, 400, 290, 561]
day-kn: ಶನಿವಾರ — [735, 342, 769, 357]
lead-byline: ■ ಡಿ.ಡಿ ನ್ಯೂಸ್ ಮೈಸೂರು — [311, 512, 426, 527]
birds-icon — [232, 1417, 280, 1444]
lead-col-1: 'ಧರ್ಮಸ್ಥಳದಲ್ಲಿ ನಡೆದಿದೆ ಎನ್ನಲಾದ ಕೊಲೆ ಪ್ರಕರಣಗಳ ಆರೋಪಗಳ ಕುರಿತ ತನಿಖೆಗೆ ವಿಶೇಷ ತನಿಖಾ ತಂಡ (ಎಸ್‌ಐಟಿ) ರಚಿಸುವಂತೆ ಪೊಲೀಸ್ ಇಲಾಖೆಯವರು ಹೇಳಿದರೆ ಮಾಡುತ್ತೇವೆ. ಈ ಪ್ರಕರಣದಲ್ಲಿ ಸರ್ಕಾರದ ಮೇಲೆ ಯಾವುದೇ ಒತ್ತಡವಿಲ್ಲ. ಯಾರೇ ಒತ್ತಡ ಹಾಕಿದರೂ, ಯಾರ ಮಾತನ್ನೂ ನಾವು ಕೇಳುವುದಿಲ್ಲ. ಎಲ್ಲವನ್ನೂ ಕಾನೂನು ಪ್ರಕಾರವೇ ಮಾಡುತ್ತೇವೆ' ಎಂದು ಮುಖ್ಯಮಂತ್ರಿ ಸಿದ್ದರಾಮಯ್ಯ ತಿಳಿಸಿದರು. ಇಲ್ಲಿನ ಮಂಡಕಳ್ಳಿ ವಿಮಾನನಿಲ್ದಾಣದಲ್ಲಿ ಶುಕ್ರವಾರ ಪತ್ರಕರ್ತರೊಂದಿಗೆ ಮಾತನಾಡಿದ ಅವರು, 'ಅರೋಪಗಳ ಕುರಿತು ಪ್ರಕರಣದ ತನಿಖೆಗೆ ಎಸ್‌ಐಟಿ ರಚಿಸಬೇಕು ಎಂದು ಸುಪ್ರೀಂ ಕೋರ್ಟ್ ನಿವೃತ್ತ ನ್ಯಾಯಮೂರ್ತಿ ವಿ.ಗೋಪಾಲಗೌಡ ಅವರು ನೀಡಿರುವ ಹೇಳಿಕೆಗೆ ನಾವು ಪರವೂ ಇಲ್ಲ, ವಿರೋಧವೂ ಇಲ್ಲ. ಪೊಲೀಸ್ ಇಲಾಖೆಯವರು ಸಲ್ಲಿಸುವ ವರದಿಯ ಆಧಾರದ ಮೇಲೆ, ಎಸ್‌ಐಟಿ ಮಾಡಬೇಕೆಂಬ ಶಿಫಾರಸು ಬಂದರೆ ಮಾಡುತ್ತೇವೆ. ಶನಿವಾರದೊಳಗೆ ಎಲ್ಲವೂ ಗೊತ್ತಾಗಲಿದೆ' ಎಂದರು. 'ದೂರುದಾರ 10 ವರ್ಷ — [311, 533, 536, 896]
price-value: ₹ 2 — [1400, 344, 1447, 375]
lead-subhead: ಪೊಲೀಸರು ಸಲ್ಲಿಸುವ ವರದಿಯಲ್ಲಿ ಹೇಳಿದರೆ ಎಸ್‌ಐಟಿ ರಚಿಸುತ್ತೇವೆ — [306, 456, 1475, 499]
volume-label: VOLUME — [54, 360, 114, 375]
person-icon — [580, 2077, 645, 2158]
property-headline-lead: ಬೆಂಗಳೂರು ಆಸ್ತಿ ಮಾಲೀಕರಿಗೆ ಗುಡ್ ನ್ಯೂಸ್: — [170, 1991, 609, 2026]
property-col-3: ಬಿ-ಖಾತಾ ಆಸ್ತಿ ಸಮಸ್ಯೆ ಪರಿಹರಿಸಲು ಸಚಿವ ಸಂಪುಟ ಸಭೆಯಲ್ಲಿ ಸುದೀರ್ಘ ಚರ್ಚೆ ನಡೆಸಲಾಯಿತು. ಬಳಿಕ ಈ ಬಿ-ಖಾತಾ ಸರ್ಕಾರದ ಸುತ್ತೋಲೆಗಳ ಆಧಾರದ ಮೇಲೆ ನೀಡಲ್ಪಟ್ಟವು. ಇವು ಕಾನೂನಾತ್ಮಕ ಮಾನ್ಯತೆ ಹೊಂದಿರಲಿಲ್ಲ. ಇಲ್ಲಿಯವರೆಗೆ ಸರಿಯಾದ ಖಾತಾ ಎಂದು ಪರಿಗಣಿಸಿ ಕಾನೂನು ಉದ್ದೇಶಕ್ಕೆ — [617, 2288, 890, 2438]
shubha-title: ಶುಭ ಸಂದೇಶ — [1234, 139, 1314, 161]
property-col-4: ಅಧಿಕೃತ ಎಂದು ಪರಿಗಣಿಸುವುದಕ್ಕಾಗಿ ಎಂದು ನಿರ್ವಹಿಸಲಾಗುವುದಾಗಿ ತೀರ್ಮಾನಿಸಿದೆ. ಈ ಮೂಲಕ ಬಿ ಖಾತಾಗಳಿಗೂ ಬಿಬಿಎಂಪಿ ನಕ್ಷೆ ಮಂಜೂರಾತಿ, ಓಸಿ ಹಾಗೂ ಸಿಸಿ ಪತ್ರ, ತನ್ಮೂಲಕ ಉಲಿಪಾತ್ರ್ಯ ವಿದ್ಯುತ್ ಸಂಪರ್ಕ, ನೀರು, ಒಳಚರಂಡಿ ಸಂಪರ್ಕ ಪಡೆಯಲು ಅವಕಾಶ ಮಾಡಿಕೊಡಲು ಸರ್ಕಾರ ಮುಂದಾಗಿದೆ. ಸಂಪುಟ ಸಭೆ ಬಳಿಕ ಸುದ್ದಿಗಾರರೊಂದಿಗೆ ಮಾತನಾಡಿದ ಸಚಿವ ಎಚ್.ಕೆ. ಪಾಟೀಲ್ ಅವರು, 'ಬೆಂಗಳೂರಿನ ಆರು ಲಕ್ಷಕ್ಕೂ ಹೆಚ್ಚು ಬಿ ಖಾತಾ ಆಸ್ತಿಗಳನ್ನು ನಿಯಮಬದ್ಧಗೊಳಿಸುವ ನಿರ್ಧಾರಕ್ಕೆ ಬರಲಾಗಿದೆ. ನಿರ್ಧಾರ ವಾಸ್ತವ ಮತ್ತು ಬದ್ಧವಾಗಿ ಬೀಳುವ ನಿರೀಕ್ಷೆ ಇದೆ' ಎಂದು ತಿಳಿಸಿದರು. ಬಿ ಖಾತಾ ಸಮಸ್ಯೆ ಪರಿಹಾರಕ್ಕೆ ಎಲ್ಲಾ ಬಿಕ್ಕಟ್ಟು ತಿಸ್ತು ತರಲು ಸರ್ಕಾರ ಸಮಿತಿ ರಚಿಸುವ ತೀರ್ಮಾನಿಸಲಾಗಿದೆ. ಬಿ-ಖಾತಾ ನೀಡಲಾದ ಆಸ್ತಿಗಳಿಗೆ ಎ- ಖಾತಾ ಅರ್ಹತೆ ನೀಡಲಾಗುವುದು. — [901, 2044, 1180, 2438]
